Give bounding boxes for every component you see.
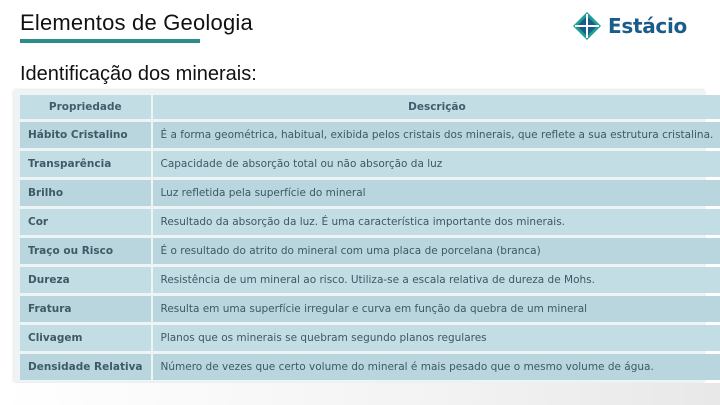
description-cell: Capacidade de absorção total ou não absorção da luz [153,151,720,177]
table-row [20,267,720,293]
estacio-diamond-icon [572,11,602,41]
table-row [20,122,720,148]
table-row [20,209,720,235]
table-row [20,296,720,322]
description-cell: Resultado da absorção da luz. É uma característica importante dos minerais. [153,209,720,235]
property-cell: Traço ou Risco [20,238,151,264]
property-cell: Hábito Cristalino [20,122,151,148]
property-cell: Cor [20,209,151,235]
property-cell: Brilho [20,180,151,206]
page-title: Elementos de Geologia [20,10,253,35]
property-cell: Clivagem [20,325,151,351]
property-cell: Densidade Relativa [20,354,151,380]
minerals-table [18,92,720,383]
description-cell: Resulta em uma superfície irregular e curva em função da quebra de um mineral [153,296,720,322]
description-cell: Luz refletida pela superfície do mineral [153,180,720,206]
table-row [20,325,720,351]
table-header-row [20,95,720,119]
table-row [20,151,720,177]
column-header-property: Propriedade [20,95,151,119]
description-cell: Número de vezes que certo volume do mineral é mais pesado que o mesmo volume de água. [153,354,720,380]
logo-text: Estácio [608,14,687,38]
footer-band [0,383,720,405]
property-cell: Dureza [20,267,151,293]
minerals-table-panel [14,90,714,382]
title-underline [20,39,200,43]
property-cell: Transparência [20,151,151,177]
estacio-logo [572,11,687,41]
description-cell: Planos que os minerais se quebram segundo planos regulares [153,325,720,351]
table-row [20,354,720,380]
table-row [20,238,720,264]
section-subtitle: Identificação dos minerais: [20,63,257,85]
property-cell: Fratura [20,296,151,322]
description-cell: É a forma geométrica, habitual, exibida pelos cristais dos minerais, que reflete a sua estrutura cristalina. [153,122,720,148]
description-cell: Resistência de um mineral ao risco. Utiliza-se a escala relativa de dureza de Mohs. [153,267,720,293]
column-header-description: Descrição [153,95,720,119]
description-cell: É o resultado do atrito do mineral com uma placa de porcelana (branca) [153,238,720,264]
table-row [20,180,720,206]
